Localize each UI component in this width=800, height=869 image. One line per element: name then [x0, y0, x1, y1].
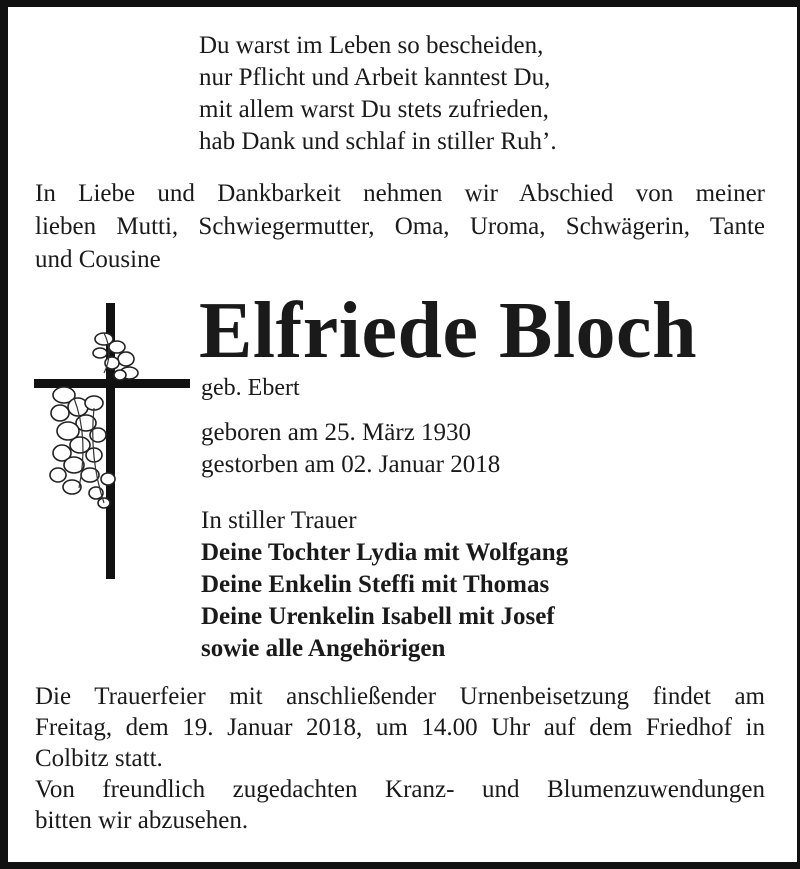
intro-line: und Cousine — [35, 246, 161, 273]
memorial-poem — [199, 30, 557, 158]
mourner: Deine Urenkelin Isabell mit Josef — [201, 603, 555, 630]
funeral-notice — [35, 681, 765, 836]
poem-line: hab Dank und schlaf in stiller Ruh’. — [199, 128, 557, 155]
poem-line: nur Pflicht und Arbeit kanntest Du, — [199, 64, 551, 91]
birth-name: geb. Ebert — [201, 375, 300, 401]
intro-line: In Liebe und Dankbarkeit nehmen wir Abschied von meiner — [35, 180, 765, 207]
mourning-intro: In stiller Trauer — [201, 507, 357, 534]
notice-line: Von freundlich zugedachten Kranz- und Blumenzuwendungen — [35, 776, 765, 803]
notice-line: Die Trauerfeier mit anschließender Urnenbeisetzung findet am — [35, 683, 765, 710]
death-date: gestorben am 02. Januar 2018 — [201, 451, 501, 478]
notice-line: Freitag, dem 19. Januar 2018, um 14.00 Uhr auf dem Friedhof in — [35, 714, 765, 741]
mourner: Deine Tochter Lydia mit Wolfgang — [201, 539, 569, 566]
birth-date: geboren am 25. März 1930 — [201, 419, 472, 446]
notice-line: bitten wir abzusehen. — [35, 807, 249, 834]
mourners-list — [201, 537, 568, 665]
mourner: Deine Enkelin Steffi mit Thomas — [201, 571, 550, 598]
life-dates — [201, 417, 500, 481]
mourner: sowie alle Angehörigen — [201, 635, 446, 662]
intro-line: lieben Mutti, Schwiegermutter, Oma, Uroma, Schwägerin, Tante — [35, 213, 765, 240]
farewell-intro — [35, 177, 765, 276]
poem-line: mit allem warst Du stets zufrieden, — [199, 96, 549, 123]
notice-line: Colbitz statt. — [35, 745, 163, 772]
deceased-name: Elfriede Bloch — [199, 287, 698, 375]
mourners-block — [201, 505, 568, 665]
poem-line: Du warst im Leben so bescheiden, — [199, 32, 544, 59]
cross-with-flowers-icon — [34, 303, 190, 579]
